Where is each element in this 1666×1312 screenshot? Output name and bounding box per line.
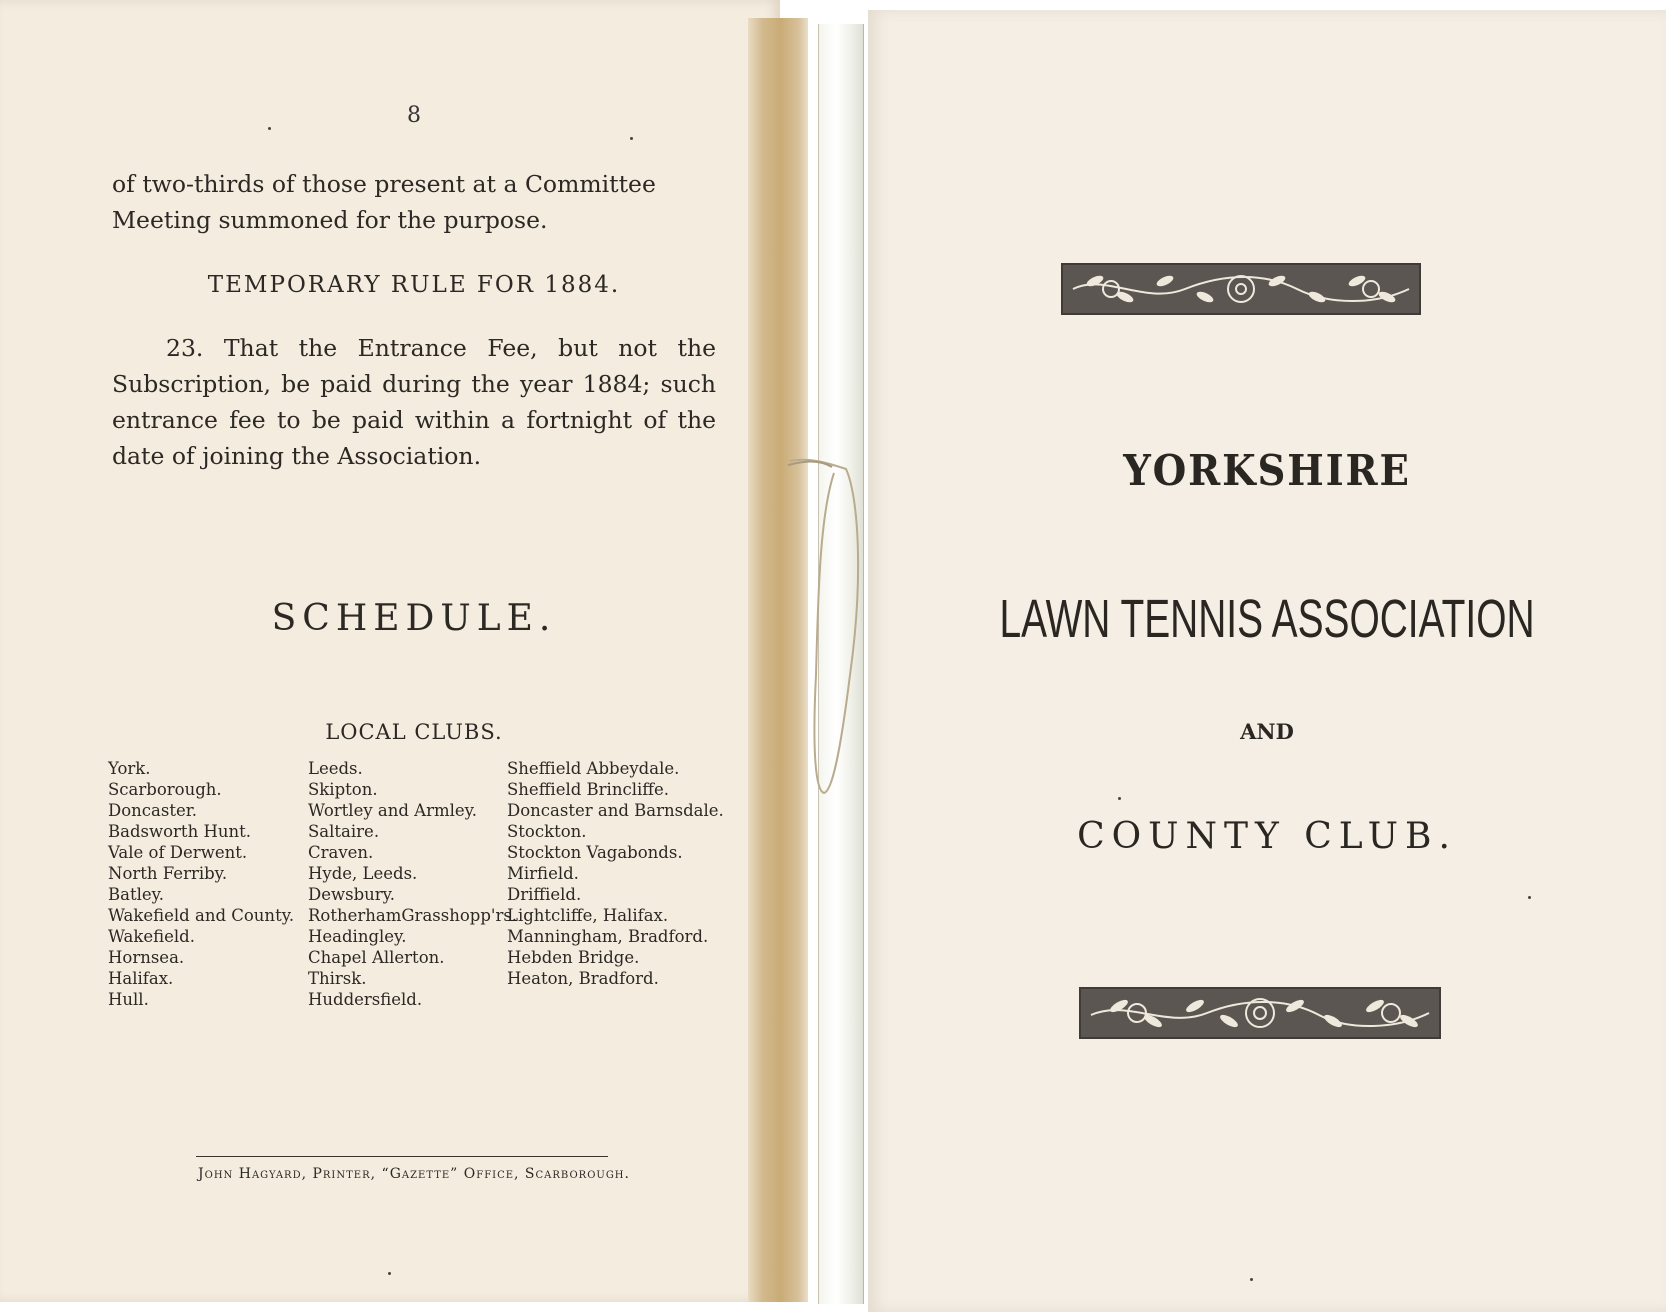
list-item: Huddersfield. [308,990,423,1009]
list-item: Scarborough. [108,780,222,799]
list-item: Wakefield and County. [108,906,295,925]
list-item: Lightcliffe, Halifax. [507,906,669,925]
list-item: Sheffield Brincliffe. [507,780,669,799]
rule-23-paragraph: 23. That the Entrance Fee, but not the Subscription, be paid during the year 1884; such entrance fee to be paid within a fortnight of the date of joining the Association. [112,334,716,470]
list-item: Leeds. [308,759,363,778]
list-item: Headingley. [308,927,407,946]
list-item: North Ferriby. [108,864,228,883]
paper-speck [388,1272,391,1275]
schedule-heading: SCHEDULE. [271,598,557,639]
paper-speck [1250,1278,1253,1281]
page-number: 8 [407,103,421,128]
list-item: Chapel Allerton. [308,948,445,967]
paragraph-continued: of two-thirds of those present at a Committee Meeting summoned for the purpose. [112,170,656,234]
list-item: York. [108,759,151,778]
title-and: AND [1240,719,1294,744]
temporary-rule-heading: TEMPORARY RULE FOR 1884. [207,272,621,298]
list-item: Batley. [108,885,165,904]
paper-speck [1528,896,1531,899]
clubs-column-3 [507,758,724,989]
list-item: RotherhamGrasshopp'rs. [308,906,518,925]
list-item: Manningham, Bradford. [507,927,709,946]
list-item: Hornsea. [108,948,185,967]
list-item: Stockton Vagabonds. [507,843,683,862]
title-lawn-tennis-association: LAWN TENNIS ASSOCIATION [999,589,1535,649]
list-item: Mirfield. [507,864,579,883]
list-item: Badsworth Hunt. [108,822,251,841]
list-item: Dewsbury. [308,885,396,904]
list-item: Doncaster. [108,801,198,820]
right-page [868,10,1666,1312]
title-county-club: COUNTY CLUB. [1077,816,1457,857]
list-item: Doncaster and Barnsdale. [507,801,724,820]
list-item: Stockton. [507,822,587,841]
list-item: Skipton. [308,780,378,799]
list-item: Sheffield Abbeydale. [507,759,680,778]
list-item: Wortley and Armley. [308,801,478,820]
list-item: Wakefield. [108,927,195,946]
list-item: Heaton, Bradford. [507,969,659,988]
floral-ornament-top-icon [1061,263,1421,315]
list-item: Hyde, Leeds. [308,864,418,883]
list-item: Craven. [308,843,374,862]
list-item: Hebden Bridge. [507,948,640,967]
list-item: Halifax. [108,969,174,988]
paper-speck [630,137,633,140]
floral-ornament-bottom-icon [1079,987,1441,1039]
list-item: Saltaire. [308,822,380,841]
list-item: Driffield. [507,885,582,904]
printer-imprint: John Hagyard, Printer, “Gazette” Office, Scarborough. [198,1166,630,1182]
clubs-column-2 [308,758,517,1010]
list-item: Thirsk. [308,969,367,988]
paper-speck [1118,797,1121,800]
clubs-column-1 [108,758,294,1010]
footer-divider [196,1156,608,1157]
local-clubs-heading: LOCAL CLUBS. [325,720,503,744]
paper-speck [268,127,271,130]
binding-string-icon [788,455,868,800]
list-item: Vale of Derwent. [108,843,248,862]
title-yorkshire: YORKSHIRE [1123,446,1411,495]
list-item: Hull. [108,990,149,1009]
